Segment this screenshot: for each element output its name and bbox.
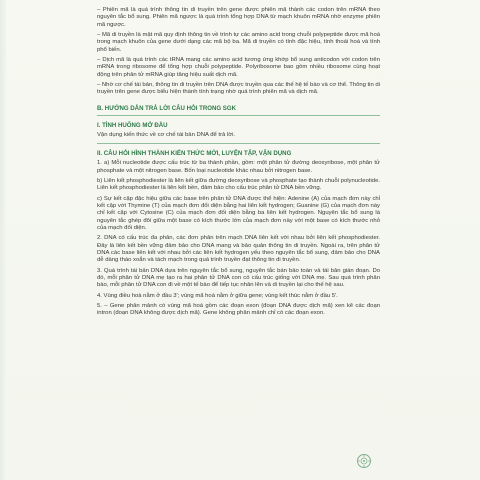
section-divider bbox=[97, 143, 380, 144]
summary-transcription: – Phiên mã là quá trình thông tin di truyền trên gene được phiên mã thành các codon trên mRNA theo nguyên tắc bổ sung. Phiên mã ngược là quá trình tổng hợp DNA từ mạch khuôn mRNA nhờ enzyme phiên mã ngược. bbox=[97, 7, 380, 29]
summary-replication: – Nhờ cơ chế tái bản, thông tin di truyền trên DNA được truyền qua các thế hệ tế bào và cơ thể. Thông tin di truyền trên gene được biểu hiện thành tính trạng nhờ quá trình phiên mã và dịch mã. bbox=[97, 82, 380, 97]
answer-1b: b) Liên kết phosphodiester là liên kết giữa đường deoxyribose và phosphate tạo thành chuỗi polynucleotide. Liên kết phosphodiester là liên kết bền, đảm bảo cho cấu trúc phân tử DNA bền vững. bbox=[97, 177, 380, 192]
summary-translation: – Dịch mã là quá trình các tRNA mang các amino acid tương ứng khớp bổ sung anticodon với codon trên mRNA trong ribosome để tổng hợp chuỗi polypeptide. Polyribosome bao gồm nhiều ribosome cùng hoạt động trên phân tử mRNA giúp tăng hiệu suất dịch mã. bbox=[97, 57, 380, 79]
answer-5: 5. – Gene phân mảnh có vùng mã hoá gồm các đoạn exon (đoạn DNA được dịch mã) xen kẽ các đoạn intron (đoạn DNA không được dịch mã). Gene không phân mảnh chỉ có các đoạn exon. bbox=[97, 303, 380, 317]
answer-1c: c) Sự kết cặp đặc hiệu giữa các base trên phân tử DNA được thể hiện: Adenine (A) của mạch đơn này chỉ kết cặp với Thymine (T) của mạch đơn đối diện bằng hai liên kết hydrogen; Guanine (G) của mạch đơn này chỉ kết cặp với Cytosine (C) của mạch đơn đối diện bằng ba liên kết hydrogen. Nguyên tắc bổ sung là nguyên tắc ghép đôi giữa một base có kích thước lớn của mạch đơn này với một base có kích thước nhỏ của mạch đối diện. bbox=[97, 195, 380, 231]
ornament-icon bbox=[356, 453, 372, 469]
page-content bbox=[97, 7, 380, 321]
answer-3: 3. Quá trình tái bản DNA dựa trên nguyên tắc bổ sung, nguyên tắc bán bảo toàn và tái bản gián đoạn. Do đó, mỗi phân tử DNA mẹ tạo ra hai phân tử DNA con có cấu trúc giống với DNA mẹ. Sau quá trình phân bào, mỗi phân tử DNA con đi về một tế bào để tiếp tục nhân lên và di truyền lại cho thế hệ sau. bbox=[97, 267, 380, 289]
section-ii-heading: II. CÂU HỎI HÌNH THÀNH KIẾN THỨC MỚI, LUYỆN TẬP, VẬN DỤNG bbox=[97, 149, 292, 157]
summary-genetic-code: – Mã di truyền là mật mã quy định thông tin về trình tự các amino acid trong chuỗi polypeptide được mã hoá trong mạch khuôn của gene dưới dạng các mã bộ ba. Mã di truyền có tính đặc hiệu, tính thoái hoá và tính phổ biến. bbox=[97, 32, 380, 54]
section-b-heading: B. HƯỚNG DẪN TRẢ LỜI CÂU HỎI TRONG SGK bbox=[97, 104, 237, 112]
answer-2: 2. DNA có cấu trúc đa phân, các đơn phân trên mạch DNA liên kết với nhau bởi liên kết phosphodiester. Đây là liên kết bền vững đảm bảo cho DNA mang và bảo quản thông tin di truyền. Ngoài ra, trên phân tử DNA các base liên kết với nhau bởi các liên kết hydrogen yếu theo nguyên tắc bổ sung, đảm bảo cho DNA dễ dàng tháo xoắn và tách mạch trong quá trình truyền đạt thông tin di truyền. bbox=[97, 235, 380, 264]
answer-1a: 1. a) Mỗi nucleotide được cấu trúc từ ba thành phần, gồm: một phân tử đường deoxyribose, một phân tử phosphate và một nitrogen base. Bốn loại nucleotide khác nhau bởi nitrogen base. bbox=[97, 160, 380, 174]
section-i-heading: I. TÌNH HUỐNG MỞ ĐẦU bbox=[97, 122, 168, 130]
page-gutter bbox=[0, 0, 6, 480]
section-divider bbox=[97, 115, 380, 116]
section-i-text: Vận dụng kiến thức về cơ chế tái bản DNA để trả lời. bbox=[97, 132, 236, 139]
answer-4: 4. Vùng điều hoà nằm ở đầu 3'; vùng mã hoá nằm ở giữa gene; vùng kết thúc nằm ở đầu 5'. bbox=[97, 292, 338, 299]
